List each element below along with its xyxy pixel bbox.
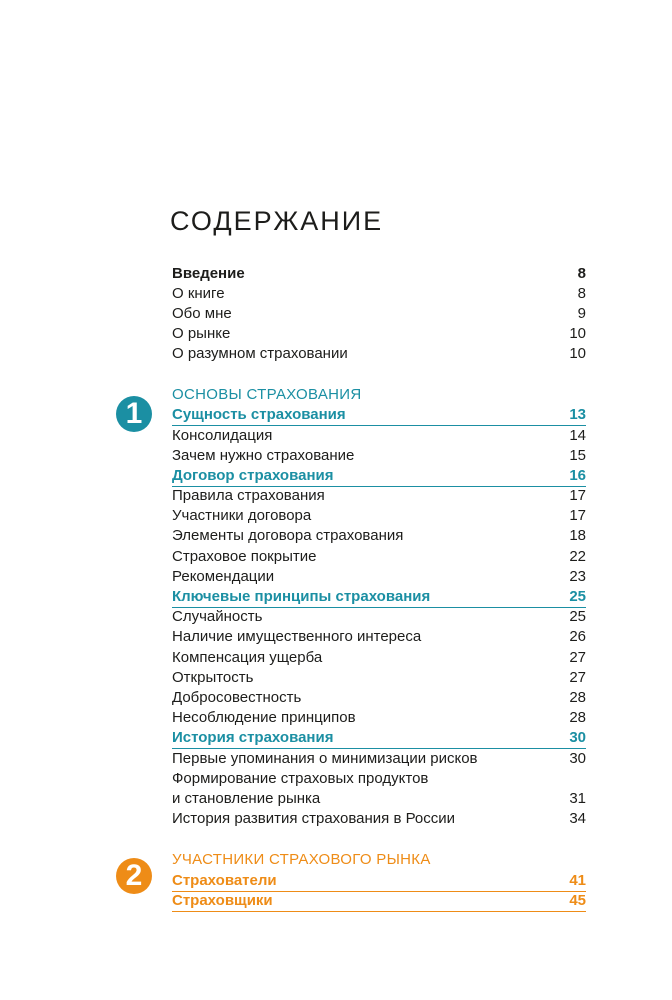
toc-subheading[interactable] <box>172 871 586 892</box>
toc-entry-page: 27 <box>569 649 586 666</box>
toc-entry[interactable] <box>172 668 586 688</box>
toc-entry[interactable] <box>172 284 586 304</box>
toc-subheading[interactable] <box>172 405 586 426</box>
toc-entry-title: Ключевые принципы страхования <box>172 588 431 605</box>
toc-entry-title: Сущность страхования <box>172 406 346 423</box>
toc-entry-page: 23 <box>569 568 586 585</box>
toc-entry-page: 30 <box>569 750 586 767</box>
toc-entry-page: 22 <box>569 548 586 565</box>
toc-entry-page: 14 <box>569 427 586 444</box>
section-title-text: УЧАСТНИКИ СТРАХОВОГО РЫНКА <box>172 851 431 868</box>
toc-entry[interactable] <box>172 627 586 647</box>
toc-entry[interactable] <box>172 708 586 728</box>
toc-entry-page: 28 <box>569 709 586 726</box>
toc-entry-title: Добросовестность <box>172 689 302 706</box>
toc-entry-title: Случайность <box>172 608 263 625</box>
toc-entry-page: 10 <box>569 345 586 362</box>
toc-entry[interactable] <box>172 809 586 829</box>
toc-entry[interactable] <box>172 506 586 526</box>
toc-entry-title: Несоблюдение принципов <box>172 709 356 726</box>
toc-entry-title: История развития страхования в России <box>172 810 456 827</box>
toc-entry-page: 45 <box>569 892 586 909</box>
toc-heading-intro[interactable] <box>172 264 586 284</box>
section-title[interactable] <box>172 850 586 870</box>
toc-entry[interactable] <box>172 688 586 708</box>
toc-subheading[interactable] <box>172 587 586 608</box>
toc-entry[interactable] <box>172 526 586 546</box>
page-title: СОДЕРЖАНИЕ <box>170 206 384 236</box>
section-number-badge: 1 <box>116 396 152 432</box>
toc-entry-title: Рекомендации <box>172 568 275 585</box>
toc-entry-title: Страхователи <box>172 872 277 889</box>
toc-entry[interactable] <box>172 446 586 466</box>
toc-entry-page: 17 <box>569 487 586 504</box>
toc-entry-title: Введение <box>172 265 245 282</box>
toc-entry[interactable] <box>172 486 586 506</box>
toc-entry-page: 13 <box>569 406 586 423</box>
toc-entry-page: 9 <box>577 305 586 322</box>
toc-entry-page: 26 <box>569 628 586 645</box>
toc-entry-page: 41 <box>569 872 586 889</box>
toc-entry-title: Зачем нужно страхование <box>172 447 355 464</box>
toc-entry-title: Элементы договора страхования <box>172 527 404 544</box>
toc-entry[interactable] <box>172 769 586 789</box>
toc-entry-title: О разумном страховании <box>172 345 348 362</box>
toc-subheading[interactable] <box>172 728 586 749</box>
toc-entry-title: Формирование страховых продуктов <box>172 770 429 787</box>
toc-entry-page: 8 <box>577 285 586 302</box>
toc-entry-title: Договор страхования <box>172 467 334 484</box>
toc-entry-page: 8 <box>577 265 586 282</box>
toc-entry-page: 16 <box>569 467 586 484</box>
toc-entry[interactable] <box>172 789 586 809</box>
toc-entry-title: О рынке <box>172 325 231 342</box>
toc-entry-title: Правила страхования <box>172 487 325 504</box>
section-number-badge: 2 <box>116 858 152 894</box>
toc-entry-page: 25 <box>569 608 586 625</box>
toc-entry-title: Участники договора <box>172 507 312 524</box>
toc-entry[interactable] <box>172 607 586 627</box>
toc-entry-title: Компенсация ущерба <box>172 649 323 666</box>
toc-entry-page: 31 <box>569 790 586 807</box>
toc-entry[interactable] <box>172 567 586 587</box>
toc-entry-title: Страховщики <box>172 892 273 909</box>
toc-entry-title: Открытость <box>172 669 254 686</box>
toc-entry-title: Первые упоминания о минимизации рисков <box>172 750 478 767</box>
toc-entry-page: 15 <box>569 447 586 464</box>
toc-entry[interactable] <box>172 749 586 769</box>
toc-entry-page: 30 <box>569 729 586 746</box>
toc-entry-title: О книге <box>172 285 225 302</box>
toc-entry-page: 25 <box>569 588 586 605</box>
section-title-text: ОСНОВЫ СТРАХОВАНИЯ <box>172 386 362 403</box>
toc-entry-page: 34 <box>569 810 586 827</box>
toc-entry-page: 28 <box>569 689 586 706</box>
toc-entry[interactable] <box>172 648 586 668</box>
toc-entry[interactable] <box>172 324 586 344</box>
toc-entry[interactable] <box>172 344 586 364</box>
toc-subheading[interactable] <box>172 891 586 912</box>
section-title[interactable] <box>172 385 586 405</box>
toc-entry-page: 18 <box>569 527 586 544</box>
toc-entry[interactable] <box>172 304 586 324</box>
toc-entry[interactable] <box>172 426 586 446</box>
toc-subheading[interactable] <box>172 466 586 487</box>
toc-entry-title: Обо мне <box>172 305 232 322</box>
toc-entry[interactable] <box>172 547 586 567</box>
toc-entry-title: История страхования <box>172 729 334 746</box>
toc-entry-title: и становление рынка <box>172 790 321 807</box>
toc-entry-page: 17 <box>569 507 586 524</box>
toc-entry-title: Консолидация <box>172 427 273 444</box>
toc-entry-title: Страховое покрытие <box>172 548 317 565</box>
toc-entry-title: Наличие имущественного интереса <box>172 628 422 645</box>
toc-entry-page: 10 <box>569 325 586 342</box>
toc-entry-page: 27 <box>569 669 586 686</box>
